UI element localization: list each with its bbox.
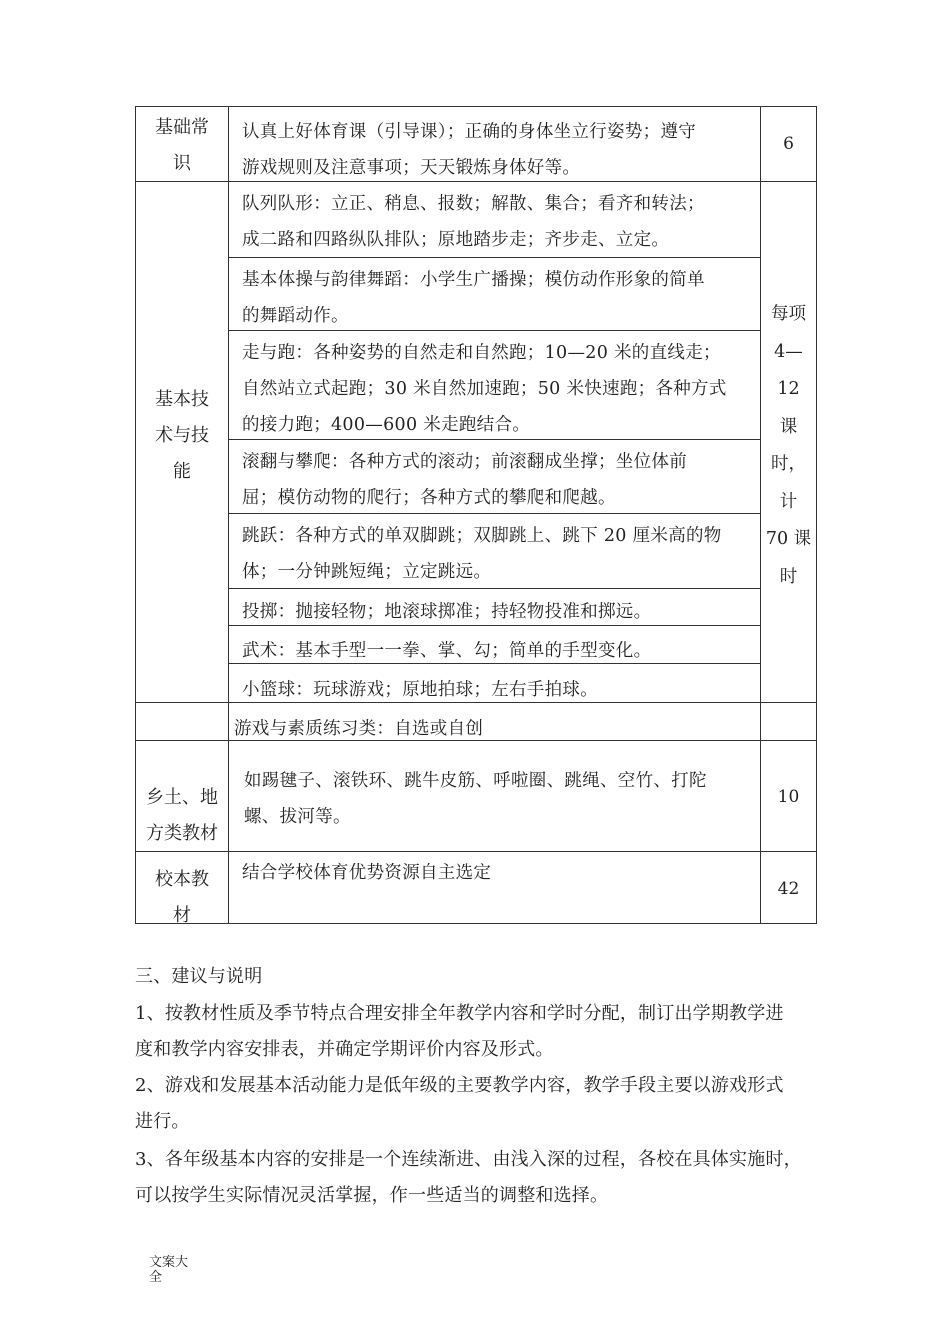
hours-cell: 6 (783, 134, 794, 154)
section-heading: 三、建议与说明 (135, 966, 263, 987)
content-line: 如踢毽子、滚铁环、跳牛皮筋、呼啦圈、跳绳、空竹、打陀 (244, 771, 707, 791)
paragraph-line: 1、按教材性质及季节特点合理安排全年教学内容和学时分配，制订出学期教学进 (135, 1003, 784, 1024)
category-cell (136, 862, 228, 934)
subitem-cell (242, 262, 705, 334)
content-line: 游戏与素质练习类：自选或自创 (234, 719, 484, 739)
content-cell (242, 855, 491, 891)
category-cell (136, 382, 228, 490)
content-line: 屈；模仿动物的爬行；各种方式的攀爬和爬越。 (242, 488, 616, 508)
category-line: 识 (173, 153, 191, 174)
content-line: 结合学校体育优势资源自主选定 (242, 863, 492, 883)
category-line: 术与技 (155, 425, 209, 446)
hours-line: 每项 (771, 304, 806, 324)
paragraph-line: 度和教学内容安排表，并确定学期评价内容及形式。 (135, 1039, 554, 1060)
hours-cell: 42 (777, 879, 800, 899)
content-cell (234, 711, 483, 747)
subitem-cell (242, 444, 687, 516)
page-footer (149, 1255, 188, 1285)
category-line: 基础常 (155, 117, 209, 138)
content-line: 成二路和四路纵队排队；原地踏步走；齐步走、立定。 (242, 230, 670, 250)
content-line: 认真上好体育课（引导课）；正确的身体坐立行姿势；遵守 (242, 122, 697, 142)
category-line: 能 (173, 461, 191, 482)
hours-line: 12 (777, 379, 800, 399)
content-line: 螺、拔河等。 (244, 807, 351, 827)
hours-line: 计 (779, 491, 798, 512)
footer-line: 全 (149, 1270, 163, 1285)
paragraph-line: 进行。 (135, 1111, 190, 1132)
content-line: 武术：基本手型一一拳、掌、勾；简单的手型变化。 (242, 641, 652, 661)
subitem-cell (242, 518, 722, 590)
content-line: 小篮球：玩球游戏；原地拍球；左右手拍球。 (242, 680, 598, 700)
paragraph (135, 1142, 802, 1214)
content-cell (244, 763, 707, 835)
hours-line: 4— (774, 341, 803, 362)
content-line: 自然站立式起跑；30 米自然加速跑；50 米快速跑；各种方式 (242, 379, 727, 399)
hours-line: 课 (779, 416, 798, 437)
content-cell (242, 114, 696, 186)
hours-line: 时， (771, 454, 806, 474)
footer-line: 文案大 (149, 1255, 189, 1270)
content-line: 体；一分钟跳短绳；立定跳远。 (242, 562, 492, 582)
paragraph-line: 2、游戏和发展基本活动能力是低年级的主要教学内容，教学手段主要以游戏形式 (135, 1075, 784, 1096)
category-line: 方类教材 (146, 823, 218, 844)
category-line: 校本教 (155, 869, 209, 890)
hours-line: 时 (779, 566, 798, 587)
category-line: 乡土、地 (146, 787, 218, 808)
content-line: 滚翻与攀爬：各种方式的滚动；前滚翻成坐撑；坐位体前 (242, 452, 687, 472)
category-cell (136, 780, 228, 852)
hours-line: 70 课 (765, 529, 812, 549)
content-line: 的接力跑；400—600 米走跑结合。 (242, 415, 531, 435)
subitem-cell (242, 335, 727, 443)
paragraph (135, 996, 784, 1068)
paragraph-line: 可以按学生实际情况灵活掌握，作一些适当的调整和选择。 (135, 1185, 609, 1206)
content-line: 的舞蹈动作。 (242, 306, 349, 326)
content-line: 基本体操与韵律舞蹈：小学生广播操；模仿动作形象的简单 (242, 270, 705, 290)
paragraph (135, 1068, 784, 1140)
category-cell (136, 110, 228, 182)
subitem-cell (242, 594, 651, 630)
subitem-cell (242, 633, 651, 669)
subitem-cell (242, 186, 705, 258)
subitem-cell (242, 672, 598, 708)
content-line: 跳跃：各种方式的单双脚跳；双脚跳上、跳下 20 厘米高的物 (242, 526, 722, 546)
category-line: 材 (173, 905, 191, 926)
hours-cell: 10 (777, 787, 800, 807)
content-line: 队列队形：立正、稍息、报数；解散、集合；看齐和转法； (242, 194, 705, 214)
content-line: 投掷：抛接轻物；地滚球掷准；持轻物投准和掷远。 (242, 602, 652, 622)
category-line: 基本技 (155, 389, 209, 410)
hours-cell (761, 296, 816, 596)
paragraph-line: 3、各年级基本内容的安排是一个连续渐进、由浅入深的过程，各校在具体实施时， (135, 1149, 802, 1170)
content-line: 走与跑：各种姿势的自然走和自然跑；10—20 米的直线走； (242, 343, 721, 363)
content-line: 游戏规则及注意事项；天天锻炼身体好等。 (242, 158, 581, 178)
